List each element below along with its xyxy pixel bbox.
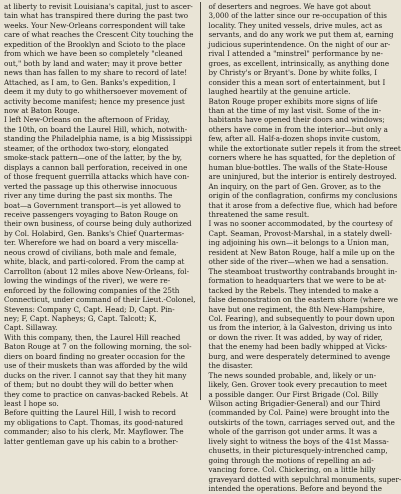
text-line: Stevens: Company C, Capt. Head; D, Capt. Pin- (4, 304, 175, 314)
text-line: likely, Gen. Grover took every precaution to meet (208, 380, 388, 390)
text-line: Capt. Sillaway. (4, 323, 58, 333)
text-line: out," both by land and water; may it prove better (4, 58, 183, 68)
text-line: least I hope so. (4, 399, 59, 409)
text-line: that the enemy had been badly whipped at Vicks- (208, 342, 388, 352)
text-line: going through the motions of repelling an ad- (208, 455, 374, 465)
text-line: by Christy's or Bryant's. Done by white folks, I (208, 68, 378, 78)
text-line: at liberty to revisit Louisiana's capital, just to ascer- (4, 2, 193, 11)
text-line: I was no sooner accommodated, by the courtesy of (208, 219, 393, 229)
text-line: ney; F, Capt. Napheys; G, Capt. Talcott; K, (4, 313, 157, 323)
text-line: river any time during the past six months. The (4, 191, 173, 201)
text-line: Attached, as I am, to Gen. Banks's expedition, I (4, 77, 176, 87)
text-line: Capt. Seaman, Provost-Marshal, in a stately dwell- (208, 228, 392, 238)
text-line: ing adjoining his own—it belongs to a Union man, (208, 238, 389, 248)
text-line: have but one regiment, the 8th New-Hampshire, (208, 304, 385, 314)
text-line: enforced by the following companies of the 25th (4, 285, 180, 295)
text-line: us from the interior, à la Galveston, driving us into (208, 323, 392, 333)
text-line: deem it my duty to go whithersoever movement of (4, 87, 187, 97)
text-line: from which we have been so completely "cleaned (4, 49, 183, 59)
text-column-right (208, 2, 401, 494)
text-line: Baton Rouge at 7 on the following morning, the sol- (4, 342, 192, 352)
text-line: Baton Rouge proper exhibits more signs of life (208, 96, 378, 106)
text-line: Connecticut, under command of their Lieut.-Colonel, (4, 295, 196, 305)
text-line: (commanded by Col. Paine) were brought into the (208, 408, 390, 418)
text-line: than at the time of my last visit. Some of the in- (208, 105, 382, 115)
text-line: weeks. Your New-Orleans correspondent will take (4, 20, 186, 30)
text-line: verted the passage up this otherwise innocuous (4, 181, 178, 191)
text-line: boat—a Government transport—is yet allowed to (4, 200, 181, 210)
text-line: The steamboat trustworthy contrabands brought in- (208, 266, 398, 276)
text-line: standing the Philadelphia name, is a big Mississippi (4, 134, 193, 144)
text-line: An inquiry, on the part of Gen. Grover, as to the (208, 181, 381, 191)
text-line: smoke-stack pattern—one of the latter, by the by, (4, 153, 183, 163)
text-line: latter gentleman gave up his cabin to a brother- (4, 436, 179, 446)
text-line: few, after all. Half-a-dozen shops invite custom, (208, 134, 381, 144)
text-line: white, black, and parti-colored. From the camp at (4, 257, 185, 267)
text-line: displays a cannon ball perforation, received in one (4, 162, 188, 172)
text-line: while the extortionate sutler repels it from the street (208, 143, 401, 153)
text-line: a possible danger. Our First Brigade (Col. Billy (208, 389, 379, 399)
text-line: tain what has transpired there during the past two (4, 11, 189, 21)
text-line: diers on board finding no greater occasion for the (4, 351, 186, 361)
text-line: I left New-Orleans on the afternoon of Friday, (4, 115, 170, 125)
text-line: expedition of the Brooklyn and Scioto to the place (4, 39, 186, 49)
text-line: that it arose from a defective flue, which had before (208, 200, 398, 210)
text-line: human blue-bottles. The walls of the State-House (208, 162, 388, 172)
text-line: intended the operations. Before and beyond the (208, 484, 382, 494)
text-line: now at Baton Rouge. (4, 105, 80, 115)
text-line: steamer, of the orthodox two-story, elongated (4, 143, 169, 153)
text-line: news than has fallen to my share to record of late! (4, 68, 188, 78)
text-line: habitants have opened their doors and windows; (208, 115, 385, 125)
text-line: ducks on the river. I cannot say that they hit many (4, 370, 187, 380)
text-line: care of what reaches the Crescent City touching the (4, 30, 194, 40)
text-line: Before quitting the Laurel Hill, I wish to record (4, 408, 176, 418)
text-line: threatened the same result. (208, 209, 310, 219)
text-line: outskirts of the town, carriages served out, and the (208, 417, 395, 427)
text-line: groes, as excellent, intrinsically, as anything done (208, 58, 390, 68)
text-line: are uninjured, but the interior is entirely destroyed. (208, 172, 397, 182)
text-line: rival I attended a "minstrel" performance by ne- (208, 49, 383, 59)
text-line: judicious superintendence. On the night of our ar- (208, 39, 391, 49)
text-line: resident at New Baton Rouge, half a mile up on the (208, 247, 395, 257)
text-line: servants, and do any work we put them at, earning (208, 30, 394, 40)
text-line: Carrollton (about 12 miles above New-Orleans, fol- (4, 266, 190, 276)
text-line: lowing the windings of the river), we were re- (4, 276, 171, 286)
text-line: graveyard dotted with sepulchral monuments, super- (208, 474, 401, 484)
text-line: they come to practice on canvas-backed Rebels. At (4, 389, 189, 399)
column-rule (200, 2, 201, 400)
text-line: or down the river. It was added, by way of rider, (208, 332, 383, 342)
text-line: Wilson acting Brigadier-General) and our Third (208, 399, 381, 409)
text-line: origin of the conflagration, confirms my conclusions (208, 191, 398, 201)
text-line: the disaster. (208, 361, 253, 371)
text-line: my obligations to Capt. Thomas, its good-natured (4, 417, 184, 427)
text-column-left (4, 2, 196, 446)
text-line: lively sight to witness the boys of the 41st Massa- (208, 436, 389, 446)
text-line: use of their muskets than was afforded by the wild (4, 361, 188, 371)
text-line: Col. Fearing), and subsequently to pour down upon (208, 313, 395, 323)
text-line: locality. They united vessels, drive mules, act as (208, 20, 383, 30)
text-line: whole of the garrison got under arms. It was a (208, 427, 378, 437)
text-line: burg, and were desperately determined to avenge (208, 351, 391, 361)
text-line: chusetts, in their picturesquely-intrenched camp, (208, 446, 388, 456)
text-line: other side of the river—when we had a sensation. (208, 257, 389, 267)
text-line: tacked by the Rebels. They intended to make a (208, 285, 379, 295)
text-line: false demonstration on the eastern shore (where we (208, 295, 398, 305)
text-line: the 10th, on board the Laurel Hill, which, notwith- (4, 124, 188, 134)
text-line: others have come in from the interior—but only a (208, 124, 388, 134)
text-line: neous crowd of civilians, both male and female, (4, 247, 177, 257)
text-line: commander; also to his clerk, Mr. Mayflower. The (4, 427, 184, 437)
text-line: activity become manifest; hence my presence just (4, 96, 185, 106)
text-line: of those frequent guerrilla attacks which have con- (4, 172, 190, 182)
text-line: consider this a mean sort of entertainment, but I (208, 77, 386, 87)
text-line: by Col. Holabird, Gen. Banks's Chief Quartermas- (4, 228, 185, 238)
text-line: The news sounded probable, and, likely or un- (208, 370, 377, 380)
text-line: formation to headquarters that we were to be at- (208, 276, 387, 286)
text-line: ter. Wherefore we had on board a very miscella- (4, 238, 179, 248)
text-line: laughed heartily at the genuine article. (208, 87, 351, 97)
text-line: their own business, of course being duly authorized (4, 219, 192, 229)
text-line: vancing force. Col. Chickering, on a little hilly (208, 465, 376, 475)
text-line: With this company, then, the Laurel Hill reached (4, 332, 181, 342)
text-line: of deserters and negroes. We have got about (208, 2, 371, 11)
text-line: 3,000 of the latter since our re-occupation of this (208, 11, 387, 21)
text-line: of them; but no doubt they will do better when (4, 380, 174, 390)
text-line: corners where he has squatted, for the depletion of (208, 153, 396, 163)
text-line: receive passengers voyaging to Baton Rouge on (4, 209, 178, 219)
